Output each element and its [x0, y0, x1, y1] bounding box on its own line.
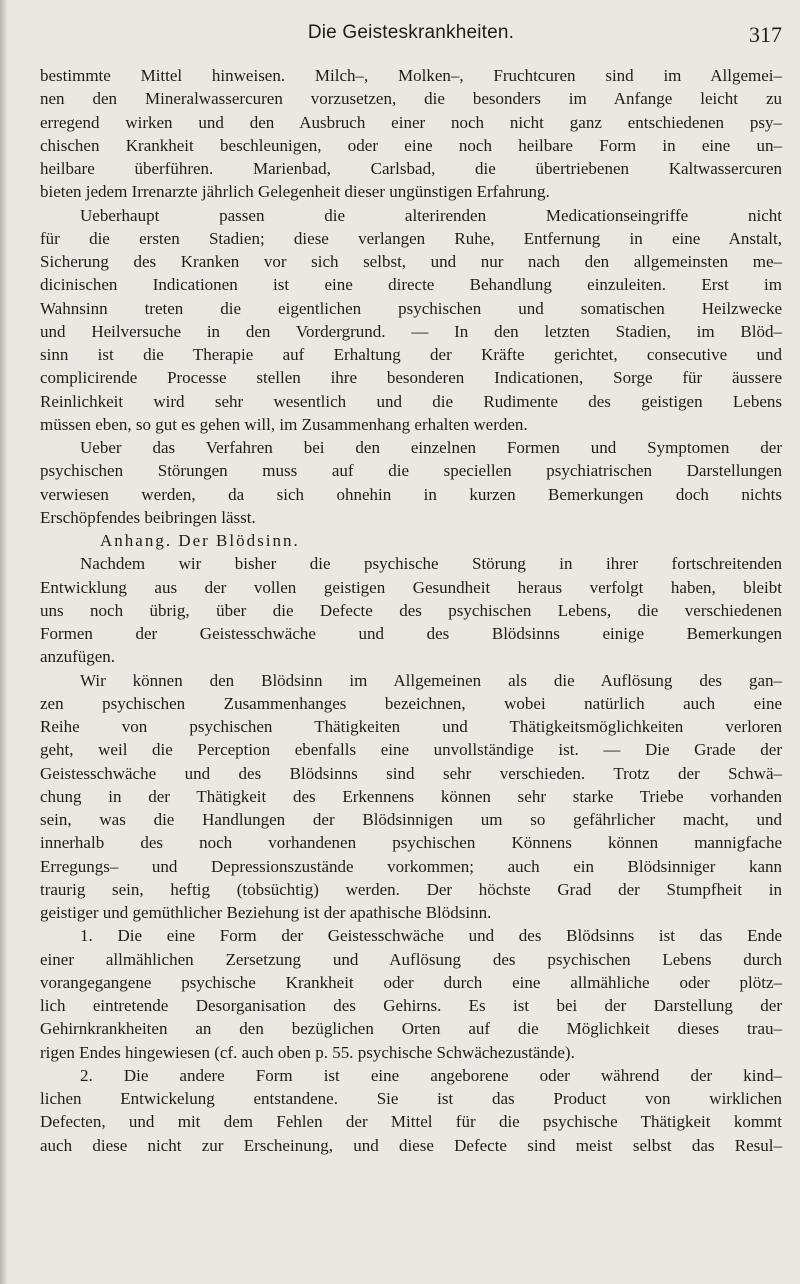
- page-gutter-shadow: [0, 0, 8, 1284]
- text-line: Reinlichkeit wird sehr wesentlich und die Rudimente des geistigen Lebens: [40, 391, 782, 411]
- text-line: sein, was die Handlungen der Blödsinnigen um so gefährlicher macht, und: [40, 810, 782, 829]
- text-line: 1. Die eine Form der Geistesschwäche und des Blödsinns ist das Ende: [80, 926, 782, 946]
- text-line: uns noch übrig, über die Defecte des psychischen Lebens, die verschiedenen: [40, 600, 782, 620]
- text-line: zen psychischen Zusammenhanges bezeichnen, wobei natürlich auch eine: [40, 693, 782, 713]
- text-line: Wir können den Blödsinn im Allgemeinen als die Auflösung des gan–: [80, 670, 782, 690]
- text-line: Formen der Geistesschwäche und des Blödsinns einige Bemerkungen: [40, 624, 782, 643]
- text-line: chung in der Thätigkeit des Erkennens können sehr starke Triebe vorhanden: [40, 786, 782, 806]
- text-line: 2. Die andere Form ist eine angeborene oder während der kind–: [80, 1065, 782, 1085]
- text-line: complicirende Processe stellen ihre besonderen Indicationen, Sorge für äussere: [40, 368, 782, 388]
- text-line: rigen Endes hingewiesen (cf. auch oben p. 55. psychische Schwächezustände).: [40, 1042, 575, 1062]
- text-line: auch diese nicht zur Erscheinung, und diese Defecte sind meist selbst das Resul–: [40, 1135, 782, 1155]
- text-line: Erschöpfendes beibringen lässt.: [40, 507, 256, 527]
- text-line: innerhalb des noch vorhandenen psychischen Könnens können mannigfache: [40, 833, 782, 853]
- running-head: [40, 22, 782, 52]
- text-line: müssen eben, so gut es gehen will, im Zusammenhang erhalten werden.: [40, 414, 528, 434]
- text-line: chischen Krankheit beschleunigen, oder eine noch heilbare Form in eine un–: [40, 135, 782, 155]
- text-line: Sicherung des Kranken vor sich selbst, und nur nach den allgemeinsten me–: [40, 252, 782, 271]
- text-line: verwiesen werden, da sich ohnehin in kurzen Bemerkungen doch nichts: [40, 484, 782, 504]
- text-line: Ueberhaupt passen die alterirenden Medicationseingriffe nicht: [80, 205, 782, 225]
- text-line: Defecten, und mit dem Fehlen der Mittel für die psychische Thätigkeit kommt: [40, 1112, 782, 1132]
- text-line: für die ersten Stadien; diese verlangen Ruhe, Entfernung in eine Anstalt,: [40, 228, 782, 248]
- text-line: anzufügen.: [40, 647, 116, 667]
- text-line: vorangegangene psychische Krankheit oder durch eine allmähliche oder plötz–: [40, 972, 782, 992]
- text-line: Wahnsinn treten die eigentlichen psychischen und somatischen Heilzwecke: [40, 298, 782, 318]
- page-number: 317: [749, 22, 782, 47]
- text-line: nen den Mineralwassercuren vorzusetzen, die besonders im Anfange leicht zu: [40, 89, 782, 109]
- text-line: psychischen Störungen muss auf die speciellen psychiatrischen Darstellungen: [40, 461, 782, 481]
- text-line: lichen Entwickelung entstandene. Sie ist das Product von wirklichen: [40, 1089, 782, 1108]
- text-line: bieten jedem Irrenarzte jährlich Gelegenheit dieser ungünstigen Erfahrung.: [40, 182, 550, 202]
- text-line: einer allmählichen Zersetzung und Auflösung des psychischen Lebens durch: [40, 949, 782, 969]
- text-line: heilbare überführen. Marienbad, Carlsbad, die übertriebenen Kaltwassercuren: [40, 159, 782, 178]
- text-line: Geistesschwäche und des Blödsinns sind sehr verschieden. Trotz der Schwä–: [40, 763, 782, 783]
- text-line: dicinischen Indicationen ist eine directe Behandlung einzuleiten. Erst im: [40, 275, 782, 295]
- running-title: Die Geisteskrankheiten.: [307, 22, 515, 43]
- text-line: Reihe von psychischen Thätigkeiten und Thätigkeitsmöglichkeiten verloren: [40, 717, 782, 736]
- text-line: Erregungs– und Depressionszustände vorkommen; auch ein Blödsinniger kann: [40, 856, 782, 876]
- text-line: und Heilversuche in den Vordergrund. — In den letzten Stadien, im Blöd–: [40, 321, 782, 341]
- text-line: erregend wirken und den Ausbruch einer noch nicht ganz entschiedenen psy–: [40, 112, 782, 132]
- text-line: lich eintretende Desorganisation des Gehirns. Es ist bei der Darstellung der: [40, 996, 782, 1015]
- body-text: [40, 64, 782, 1157]
- text-line: Gehirnkrankheiten an den bezüglichen Orten auf die Möglichkeit dieses trau–: [40, 1019, 782, 1039]
- text-line: Nachdem wir bisher die psychische Störung in ihrer fortschreitenden: [80, 554, 782, 574]
- text-line: geistiger und gemüthlicher Beziehung ist der apathische Blödsinn.: [40, 903, 492, 922]
- section-heading: Anhang. Der Blödsinn.: [100, 531, 300, 550]
- text-line: traurig sein, heftig (tobsüchtig) werden. Der höchste Grad der Stumpfheit in: [40, 879, 782, 899]
- text-line: bestimmte Mittel hinweisen. Milch–, Molken–, Fruchtcuren sind im Allgemei–: [40, 66, 782, 85]
- text-line: Entwicklung aus der vollen geistigen Gesundheit heraus verfolgt haben, bleibt: [40, 577, 782, 597]
- text-line: sinn ist die Therapie auf Erhaltung der Kräfte gerichtet, consecutive und: [40, 345, 782, 364]
- text-line: Ueber das Verfahren bei den einzelnen Formen und Symptomen der: [80, 438, 782, 457]
- text-line: geht, weil die Perception ebenfalls eine unvollständige ist. — Die Grade der: [40, 740, 782, 760]
